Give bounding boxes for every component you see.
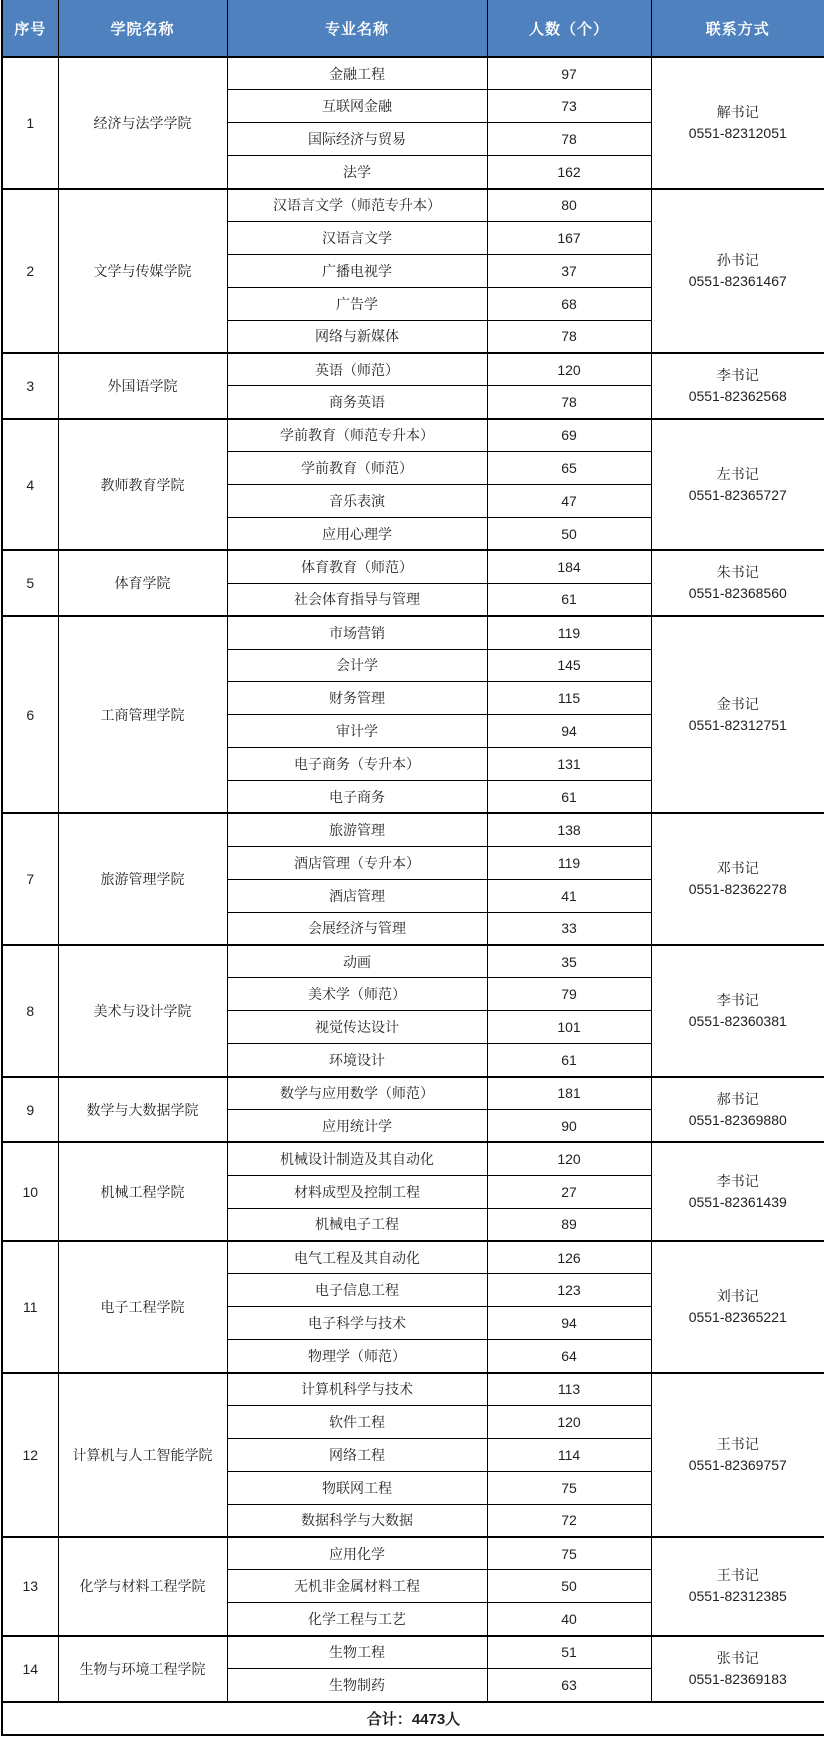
major-cell: 生物工程 [227, 1636, 487, 1669]
major-cell: 应用心理学 [227, 517, 487, 550]
major-cell: 美术学（师范） [227, 978, 487, 1011]
contact-name: 李书记 [716, 1172, 759, 1189]
college-cell: 化学与材料工程学院 [58, 1537, 227, 1636]
major-cell: 市场营销 [227, 616, 487, 649]
table-header-row [2, 0, 824, 57]
major-cell: 数学与应用数学（师范） [227, 1077, 487, 1110]
count-cell: 89 [487, 1208, 651, 1241]
contact-name: 朱书记 [716, 564, 759, 581]
major-cell: 计算机科学与技术 [227, 1373, 487, 1406]
major-row [2, 1373, 824, 1406]
major-cell: 审计学 [227, 715, 487, 748]
major-row [2, 1537, 824, 1570]
count-cell: 40 [487, 1603, 651, 1636]
major-cell: 应用统计学 [227, 1110, 487, 1143]
count-cell: 80 [487, 189, 651, 222]
count-cell: 63 [487, 1669, 651, 1702]
table-body [2, 57, 824, 1702]
count-cell: 94 [487, 715, 651, 748]
count-cell: 123 [487, 1274, 651, 1307]
college-cell: 旅游管理学院 [58, 813, 227, 945]
count-cell: 90 [487, 1110, 651, 1143]
major-row [2, 1241, 824, 1274]
contact-phone: 0551-82365221 [688, 1308, 787, 1325]
major-cell: 汉语言文学 [227, 221, 487, 254]
count-cell: 72 [487, 1504, 651, 1537]
major-cell: 无机非金属材料工程 [227, 1570, 487, 1603]
count-cell: 101 [487, 1011, 651, 1044]
count-cell: 27 [487, 1175, 651, 1208]
major-cell: 酒店管理 [227, 879, 487, 912]
major-cell: 互联网金融 [227, 90, 487, 123]
count-cell: 73 [487, 90, 651, 123]
major-cell: 英语（师范） [227, 353, 487, 386]
count-cell: 119 [487, 616, 651, 649]
contact-name: 解书记 [716, 103, 759, 120]
contact-name: 刘书记 [716, 1287, 759, 1304]
contact-cell [651, 616, 824, 813]
count-cell: 162 [487, 156, 651, 189]
college-cell: 机械工程学院 [58, 1142, 227, 1241]
count-cell: 126 [487, 1241, 651, 1274]
contact-phone: 0551-82362568 [688, 387, 787, 404]
count-cell: 120 [487, 353, 651, 386]
major-row [2, 1142, 824, 1175]
seq-cell: 1 [2, 57, 58, 189]
seq-cell: 12 [2, 1373, 58, 1537]
major-cell: 商务英语 [227, 386, 487, 419]
seq-cell: 2 [2, 189, 58, 353]
seq-cell: 7 [2, 813, 58, 945]
major-cell: 体育教育（师范） [227, 550, 487, 583]
header-contact: 联系方式 [651, 0, 824, 57]
contact-name: 左书记 [716, 465, 759, 482]
major-cell: 旅游管理 [227, 813, 487, 846]
count-cell: 120 [487, 1406, 651, 1439]
count-cell: 75 [487, 1537, 651, 1570]
major-row [2, 1077, 824, 1110]
total-cell [2, 1702, 824, 1735]
college-cell: 电子工程学院 [58, 1241, 227, 1373]
count-cell: 114 [487, 1438, 651, 1471]
major-cell: 视觉传达设计 [227, 1011, 487, 1044]
count-cell: 64 [487, 1340, 651, 1373]
count-cell: 78 [487, 320, 651, 353]
major-cell: 电子科学与技术 [227, 1307, 487, 1340]
seq-cell: 14 [2, 1636, 58, 1702]
major-row [2, 353, 824, 386]
contact-name: 王书记 [716, 1567, 759, 1584]
count-cell: 33 [487, 912, 651, 945]
major-row [2, 57, 824, 90]
contact-name: 李书记 [716, 991, 759, 1008]
header-college: 学院名称 [58, 0, 227, 57]
count-cell: 51 [487, 1636, 651, 1669]
major-cell: 法学 [227, 156, 487, 189]
major-row [2, 1636, 824, 1669]
major-cell: 会计学 [227, 649, 487, 682]
college-cell: 外国语学院 [58, 353, 227, 419]
college-cell: 生物与环境工程学院 [58, 1636, 227, 1702]
contact-name: 孙书记 [716, 251, 759, 268]
college-cell: 经济与法学学院 [58, 57, 227, 189]
major-cell: 生物制药 [227, 1669, 487, 1702]
contact-phone: 0551-82362278 [688, 881, 787, 898]
major-cell: 材料成型及控制工程 [227, 1175, 487, 1208]
count-cell: 61 [487, 1044, 651, 1077]
count-cell: 97 [487, 57, 651, 90]
major-cell: 音乐表演 [227, 485, 487, 518]
contact-phone: 0551-82312751 [688, 716, 787, 733]
contact-phone: 0551-82369757 [688, 1456, 787, 1473]
contact-name: 张书记 [716, 1649, 759, 1666]
contact-name: 李书记 [716, 366, 759, 383]
contact-phone: 0551-82360381 [688, 1012, 787, 1029]
major-cell: 环境设计 [227, 1044, 487, 1077]
college-enrollment-table [1, 0, 824, 1736]
seq-cell: 5 [2, 550, 58, 616]
total-row [2, 1702, 824, 1735]
count-cell: 145 [487, 649, 651, 682]
college-cell: 美术与设计学院 [58, 945, 227, 1077]
count-cell: 78 [487, 123, 651, 156]
contact-cell [651, 550, 824, 616]
count-cell: 79 [487, 978, 651, 1011]
contact-phone: 0551-82369183 [688, 1670, 787, 1687]
major-cell: 数据科学与大数据 [227, 1504, 487, 1537]
contact-phone: 0551-82368560 [688, 585, 787, 602]
major-cell: 学前教育（师范） [227, 452, 487, 485]
major-cell: 电子信息工程 [227, 1274, 487, 1307]
seq-cell: 4 [2, 419, 58, 551]
header-count: 人数（个） [487, 0, 651, 57]
count-cell: 78 [487, 386, 651, 419]
contact-cell [651, 1636, 824, 1702]
contact-phone: 0551-82361467 [688, 272, 787, 289]
major-cell: 应用化学 [227, 1537, 487, 1570]
header-seq: 序号 [2, 0, 58, 57]
contact-cell [651, 189, 824, 353]
college-cell: 数学与大数据学院 [58, 1077, 227, 1143]
count-cell: 35 [487, 945, 651, 978]
college-cell: 体育学院 [58, 550, 227, 616]
major-cell: 网络工程 [227, 1438, 487, 1471]
major-cell: 汉语言文学（师范专升本） [227, 189, 487, 222]
contact-cell [651, 1142, 824, 1241]
contact-phone: 0551-82365727 [688, 486, 787, 503]
contact-name: 邓书记 [716, 860, 759, 877]
major-row [2, 616, 824, 649]
contact-phone: 0551-82361439 [688, 1193, 787, 1210]
count-cell: 138 [487, 813, 651, 846]
contact-phone: 0551-82312385 [688, 1588, 787, 1605]
contact-cell [651, 57, 824, 189]
count-cell: 115 [487, 682, 651, 715]
seq-cell: 8 [2, 945, 58, 1077]
major-cell: 物联网工程 [227, 1471, 487, 1504]
seq-cell: 3 [2, 353, 58, 419]
contact-cell [651, 1373, 824, 1537]
contact-cell [651, 353, 824, 419]
count-cell: 94 [487, 1307, 651, 1340]
seq-cell: 13 [2, 1537, 58, 1636]
contact-cell [651, 419, 824, 551]
major-cell: 广告学 [227, 287, 487, 320]
contact-name: 金书记 [716, 695, 759, 712]
major-cell: 电子商务 [227, 781, 487, 814]
seq-cell: 9 [2, 1077, 58, 1143]
college-cell: 工商管理学院 [58, 616, 227, 813]
contact-name: 王书记 [716, 1435, 759, 1452]
major-cell: 机械电子工程 [227, 1208, 487, 1241]
count-cell: 37 [487, 254, 651, 287]
count-cell: 119 [487, 846, 651, 879]
contact-cell [651, 1077, 824, 1143]
major-cell: 会展经济与管理 [227, 912, 487, 945]
total-label: 合计： [366, 1710, 412, 1728]
count-cell: 61 [487, 781, 651, 814]
header-major: 专业名称 [227, 0, 487, 57]
contact-name: 郝书记 [716, 1090, 759, 1107]
major-row [2, 945, 824, 978]
major-cell: 动画 [227, 945, 487, 978]
major-cell: 财务管理 [227, 682, 487, 715]
contact-cell [651, 1537, 824, 1636]
major-row [2, 419, 824, 452]
major-cell: 国际经济与贸易 [227, 123, 487, 156]
major-cell: 物理学（师范） [227, 1340, 487, 1373]
major-cell: 社会体育指导与管理 [227, 583, 487, 616]
major-row [2, 813, 824, 846]
count-cell: 167 [487, 221, 651, 254]
contact-cell [651, 1241, 824, 1373]
contact-phone: 0551-82312051 [688, 124, 787, 141]
count-cell: 113 [487, 1373, 651, 1406]
college-cell: 计算机与人工智能学院 [58, 1373, 227, 1537]
major-row [2, 189, 824, 222]
major-cell: 化学工程与工艺 [227, 1603, 487, 1636]
major-cell: 酒店管理（专升本） [227, 846, 487, 879]
count-cell: 65 [487, 452, 651, 485]
contact-cell [651, 813, 824, 945]
seq-cell: 10 [2, 1142, 58, 1241]
college-cell: 教师教育学院 [58, 419, 227, 551]
contact-cell [651, 945, 824, 1077]
major-row [2, 550, 824, 583]
college-cell: 文学与传媒学院 [58, 189, 227, 353]
count-cell: 50 [487, 517, 651, 550]
count-cell: 120 [487, 1142, 651, 1175]
major-cell: 机械设计制造及其自动化 [227, 1142, 487, 1175]
major-cell: 网络与新媒体 [227, 320, 487, 353]
major-cell: 金融工程 [227, 57, 487, 90]
total-value: 4473人 [411, 1710, 461, 1728]
count-cell: 181 [487, 1077, 651, 1110]
count-cell: 50 [487, 1570, 651, 1603]
count-cell: 69 [487, 419, 651, 452]
major-cell: 软件工程 [227, 1406, 487, 1439]
count-cell: 131 [487, 748, 651, 781]
count-cell: 61 [487, 583, 651, 616]
count-cell: 184 [487, 550, 651, 583]
major-cell: 电子商务（专升本） [227, 748, 487, 781]
count-cell: 41 [487, 879, 651, 912]
contact-phone: 0551-82369880 [688, 1111, 787, 1128]
count-cell: 68 [487, 287, 651, 320]
count-cell: 47 [487, 485, 651, 518]
major-cell: 广播电视学 [227, 254, 487, 287]
count-cell: 75 [487, 1471, 651, 1504]
seq-cell: 6 [2, 616, 58, 813]
major-cell: 学前教育（师范专升本） [227, 419, 487, 452]
major-cell: 电气工程及其自动化 [227, 1241, 487, 1274]
seq-cell: 11 [2, 1241, 58, 1373]
